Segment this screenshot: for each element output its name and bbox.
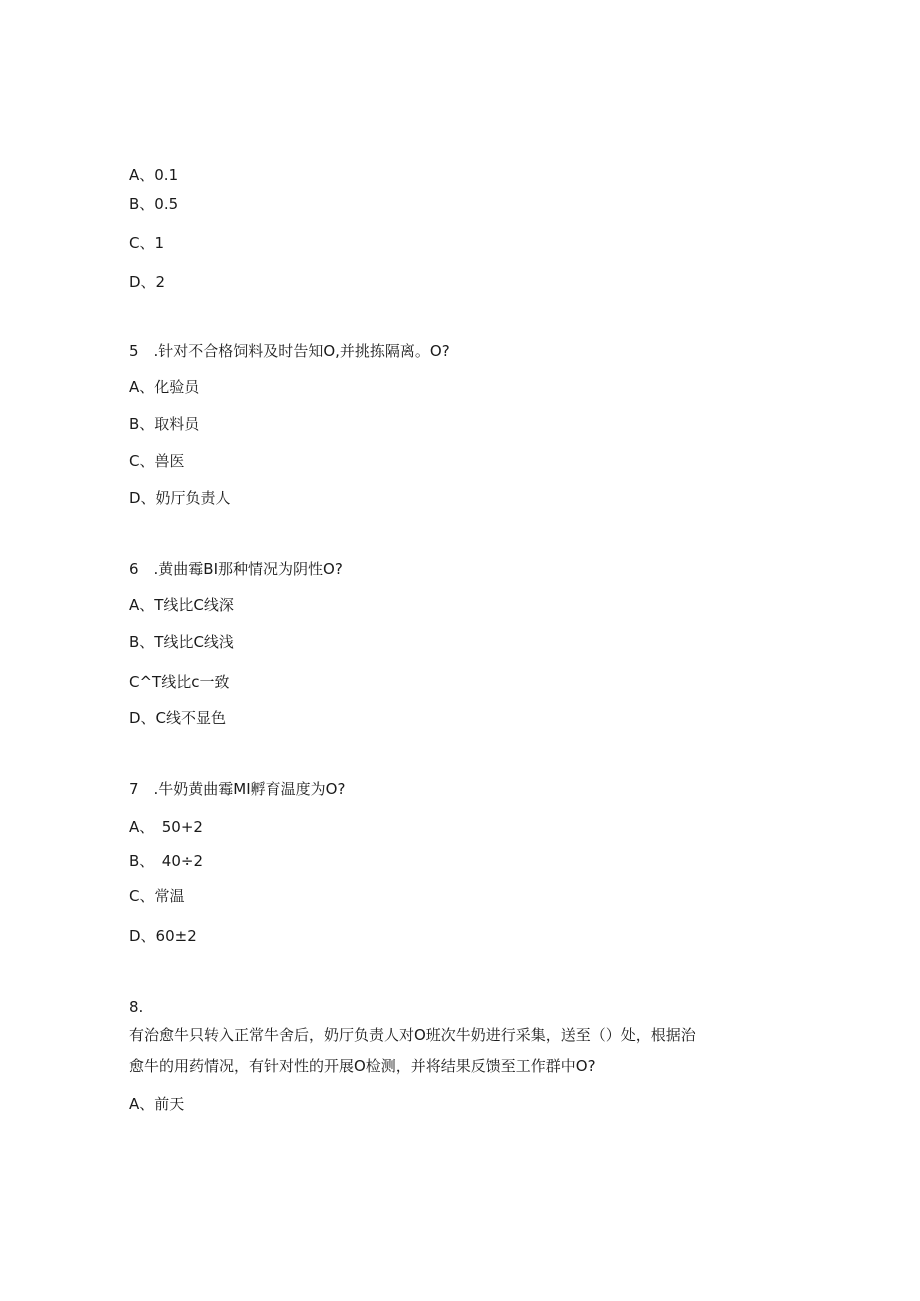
- q7-option-d: D、60±2: [129, 927, 197, 945]
- q6-option-d: D、C线不显色: [129, 709, 227, 727]
- q6-option-b: B、T线比C线浅: [129, 633, 234, 651]
- q5-option-b: B、取料员: [129, 415, 200, 433]
- q8-question-line2: 愈牛的用药情况，有针对性的开展O检测，并将结果反馈至工作群中O?: [129, 1057, 596, 1075]
- q5-question: 5 .针对不合格饲料及时告知O,并挑拣隔离。O?: [129, 342, 450, 360]
- q7-option-a: A、 50+2: [129, 818, 203, 836]
- q8-question-line1: 有治愈牛只转入正常牛舍后，奶厅负责人对O班次牛奶进行采集，送至（）处，根据治: [129, 1026, 696, 1044]
- q6-option-c: C^T线比c一致: [129, 673, 230, 691]
- q6-option-a: A、T线比C线深: [129, 596, 234, 614]
- q4-option-b: B、0.5: [129, 195, 179, 213]
- q5-option-c: C、兽医: [129, 452, 185, 470]
- q7-option-c: C、常温: [129, 887, 185, 905]
- q8-number: 8.: [129, 998, 144, 1016]
- q7-question: 7 .牛奶黄曲霉MI孵育温度为O?: [129, 780, 346, 798]
- q7-option-b: B、 40÷2: [129, 852, 203, 870]
- q5-option-a: A、化验员: [129, 378, 200, 396]
- q5-option-d: D、奶厅负责人: [129, 489, 231, 507]
- q4-option-c: C、1: [129, 234, 165, 252]
- q6-question: 6 .黄曲霉BI那种情况为阴性O?: [129, 560, 343, 578]
- q4-option-d: D、2: [129, 273, 166, 291]
- q8-option-a: A、前天: [129, 1095, 185, 1113]
- q4-option-a: A、0.1: [129, 166, 179, 184]
